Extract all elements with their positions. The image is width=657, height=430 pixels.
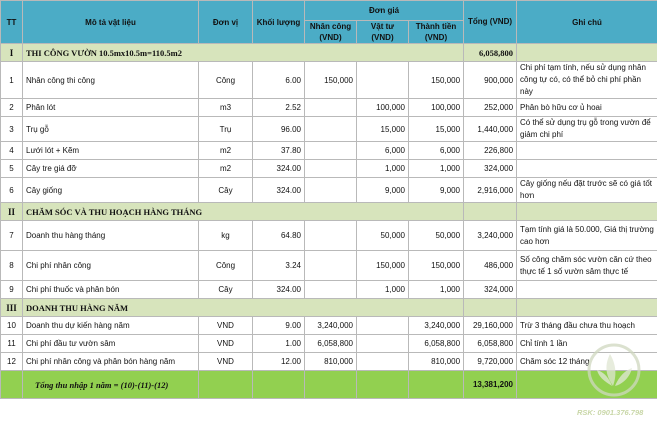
row-labor-price [305, 160, 357, 178]
row-amount: 50,000 [409, 221, 464, 251]
table-row [1, 62, 657, 99]
row-description: Phân lót [23, 99, 199, 117]
row-unit: Cây [199, 281, 253, 299]
row-unit: Công [199, 251, 253, 281]
row-description: Chi phí đầu tư vườn sâm [23, 335, 199, 353]
row-material-price: 100,000 [357, 99, 409, 117]
total-empty-cell [253, 371, 305, 399]
row-material-price: 1,000 [357, 160, 409, 178]
row-description: Chi phí nhân công và phân bón hàng năm [23, 353, 199, 371]
total-empty-cell [199, 371, 253, 399]
row-note [517, 142, 657, 160]
row-amount: 1,000 [409, 281, 464, 299]
row-note: Trừ 3 tháng đầu chưa thu hoạch [517, 317, 657, 335]
row-material-price: 150,000 [357, 251, 409, 281]
row-number: 4 [1, 142, 23, 160]
row-unit: VND [199, 353, 253, 371]
header-total: Tổng (VND) [464, 1, 517, 44]
row-amount: 3,240,000 [409, 317, 464, 335]
row-material-price: 6,000 [357, 142, 409, 160]
section-total: 6,058,800 [464, 44, 517, 62]
row-description: Cây tre giá đỡ [23, 160, 199, 178]
row-total: 9,720,000 [464, 353, 517, 371]
row-note: Cây giống nếu đặt trước sẽ có giá tốt hơn [517, 178, 657, 203]
row-quantity: 6.00 [253, 62, 305, 99]
table-row [1, 281, 657, 299]
row-quantity: 324.00 [253, 178, 305, 203]
row-quantity: 37.80 [253, 142, 305, 160]
row-note: Chăm sóc 12 tháng [517, 353, 657, 371]
row-quantity: 9.00 [253, 317, 305, 335]
row-material-price: 50,000 [357, 221, 409, 251]
row-material-price [357, 353, 409, 371]
row-amount: 810,000 [409, 353, 464, 371]
row-number: 5 [1, 160, 23, 178]
row-note: Phân bò hữu cơ ủ hoai [517, 99, 657, 117]
row-labor-price: 6,058,800 [305, 335, 357, 353]
row-unit: m2 [199, 142, 253, 160]
table-row [1, 335, 657, 353]
leaf-logo-icon [586, 342, 642, 398]
row-number: 11 [1, 335, 23, 353]
row-total: 486,000 [464, 251, 517, 281]
table-row [1, 353, 657, 371]
section-note [517, 44, 657, 62]
row-number: 12 [1, 353, 23, 371]
row-quantity: 324.00 [253, 160, 305, 178]
row-description: Nhân công thi công [23, 62, 199, 99]
total-empty-cell [305, 371, 357, 399]
row-number: 9 [1, 281, 23, 299]
table-row [1, 99, 657, 117]
header-note: Ghi chú [517, 1, 657, 44]
row-note: Có thể sử dụng trụ gỗ trong vườn để giảm chi phí [517, 117, 657, 142]
row-unit: Cây [199, 178, 253, 203]
row-number: 6 [1, 178, 23, 203]
row-description: Lưới lót + Kẽm [23, 142, 199, 160]
row-quantity: 12.00 [253, 353, 305, 371]
table-row [1, 142, 657, 160]
row-amount: 15,000 [409, 117, 464, 142]
row-amount: 6,000 [409, 142, 464, 160]
section-title: DOANH THU HÀNG NĂM [23, 299, 464, 317]
row-note: Số công chăm sóc vườn căn cứ theo thực tế 1 số vườn sâm thực tế [517, 251, 657, 281]
row-note [517, 281, 657, 299]
row-labor-price [305, 221, 357, 251]
row-labor-price [305, 142, 357, 160]
row-unit: kg [199, 221, 253, 251]
header-labor: Nhân công (VND) [305, 21, 357, 44]
header-description: Mô tả vật liệu [23, 1, 199, 44]
table-row [1, 117, 657, 142]
row-labor-price [305, 99, 357, 117]
row-labor-price [305, 281, 357, 299]
row-note: Chi phí tạm tính, nếu sử dụng nhân công tự có, có thể bỏ chi phí phần này [517, 62, 657, 99]
row-material-price: 15,000 [357, 117, 409, 142]
row-quantity: 1.00 [253, 335, 305, 353]
row-labor-price [305, 117, 357, 142]
row-quantity: 64.80 [253, 221, 305, 251]
row-material-price [357, 62, 409, 99]
row-number: 2 [1, 99, 23, 117]
row-amount: 9,000 [409, 178, 464, 203]
section-total [464, 203, 517, 221]
row-material-price: 9,000 [357, 178, 409, 203]
total-empty-cell [409, 371, 464, 399]
section-title: CHĂM SÓC VÀ THU HOẠCH HÀNG THÁNG [23, 203, 464, 221]
row-labor-price [305, 251, 357, 281]
row-amount: 100,000 [409, 99, 464, 117]
table-row [1, 178, 657, 203]
section-note [517, 299, 657, 317]
row-quantity: 2.52 [253, 99, 305, 117]
section-row [1, 44, 657, 62]
row-number: 10 [1, 317, 23, 335]
section-number: III [1, 299, 23, 317]
row-total: 324,000 [464, 281, 517, 299]
row-labor-price: 150,000 [305, 62, 357, 99]
row-amount: 150,000 [409, 251, 464, 281]
row-unit: VND [199, 335, 253, 353]
row-amount: 1,000 [409, 160, 464, 178]
section-total [464, 299, 517, 317]
row-total: 6,058,800 [464, 335, 517, 353]
row-note: Tạm tính giá là 50.000, Giá thị trường cao hơn [517, 221, 657, 251]
row-description: Trụ gỗ [23, 117, 199, 142]
header-unit-price: Đơn giá [305, 1, 464, 21]
total-row [1, 371, 657, 399]
row-total: 29,160,000 [464, 317, 517, 335]
section-row [1, 203, 657, 221]
section-row [1, 299, 657, 317]
row-material-price: 1,000 [357, 281, 409, 299]
row-description: Cây giống [23, 178, 199, 203]
header-material: Vật tư (VND) [357, 21, 409, 44]
total-label: Tổng thu nhập 1 năm = (10)-(11)-(12) [23, 371, 199, 399]
total-empty-cell [357, 371, 409, 399]
row-unit: Công [199, 62, 253, 99]
section-number: I [1, 44, 23, 62]
row-labor-price: 3,240,000 [305, 317, 357, 335]
grand-total: 13,381,200 [464, 371, 517, 399]
row-amount: 6,058,800 [409, 335, 464, 353]
row-number: 8 [1, 251, 23, 281]
hotline-watermark: RSK: 0901.376.798 [577, 408, 644, 417]
row-total: 226,800 [464, 142, 517, 160]
row-description: Chi phí nhân công [23, 251, 199, 281]
row-total: 252,000 [464, 99, 517, 117]
header-unit: Đơn vị [199, 1, 253, 44]
row-unit: Trụ [199, 117, 253, 142]
table-row [1, 251, 657, 281]
row-description: Doanh thu dự kiến hàng năm [23, 317, 199, 335]
row-total: 2,916,000 [464, 178, 517, 203]
table-row [1, 317, 657, 335]
header-amount: Thành tiền (VND) [409, 21, 464, 44]
section-note [517, 203, 657, 221]
row-total: 3,240,000 [464, 221, 517, 251]
row-description: Chi phí thuốc và phân bón [23, 281, 199, 299]
row-number: 7 [1, 221, 23, 251]
row-number: 3 [1, 117, 23, 142]
row-unit: m2 [199, 160, 253, 178]
section-title: THI CÔNG VƯỜN 10.5mx10.5m=110.5m2 [23, 44, 464, 62]
row-unit: VND [199, 317, 253, 335]
row-total: 900,000 [464, 62, 517, 99]
row-note [517, 160, 657, 178]
row-material-price [357, 317, 409, 335]
header-row-1 [1, 1, 657, 21]
row-note: Chỉ tính 1 lần [517, 335, 657, 353]
row-description: Doanh thu hàng tháng [23, 221, 199, 251]
row-quantity: 96.00 [253, 117, 305, 142]
row-total: 1,440,000 [464, 117, 517, 142]
row-total: 324,000 [464, 160, 517, 178]
row-unit: m3 [199, 99, 253, 117]
table-row [1, 221, 657, 251]
row-number: 1 [1, 62, 23, 99]
table-row [1, 160, 657, 178]
section-number: II [1, 203, 23, 221]
header-quantity: Khối lượng [253, 1, 305, 44]
total-blank [1, 371, 23, 399]
row-quantity: 324.00 [253, 281, 305, 299]
row-material-price [357, 335, 409, 353]
row-quantity: 3.24 [253, 251, 305, 281]
header-tt: TT [1, 1, 23, 44]
row-labor-price [305, 178, 357, 203]
row-labor-price: 810,000 [305, 353, 357, 371]
row-amount: 150,000 [409, 62, 464, 99]
